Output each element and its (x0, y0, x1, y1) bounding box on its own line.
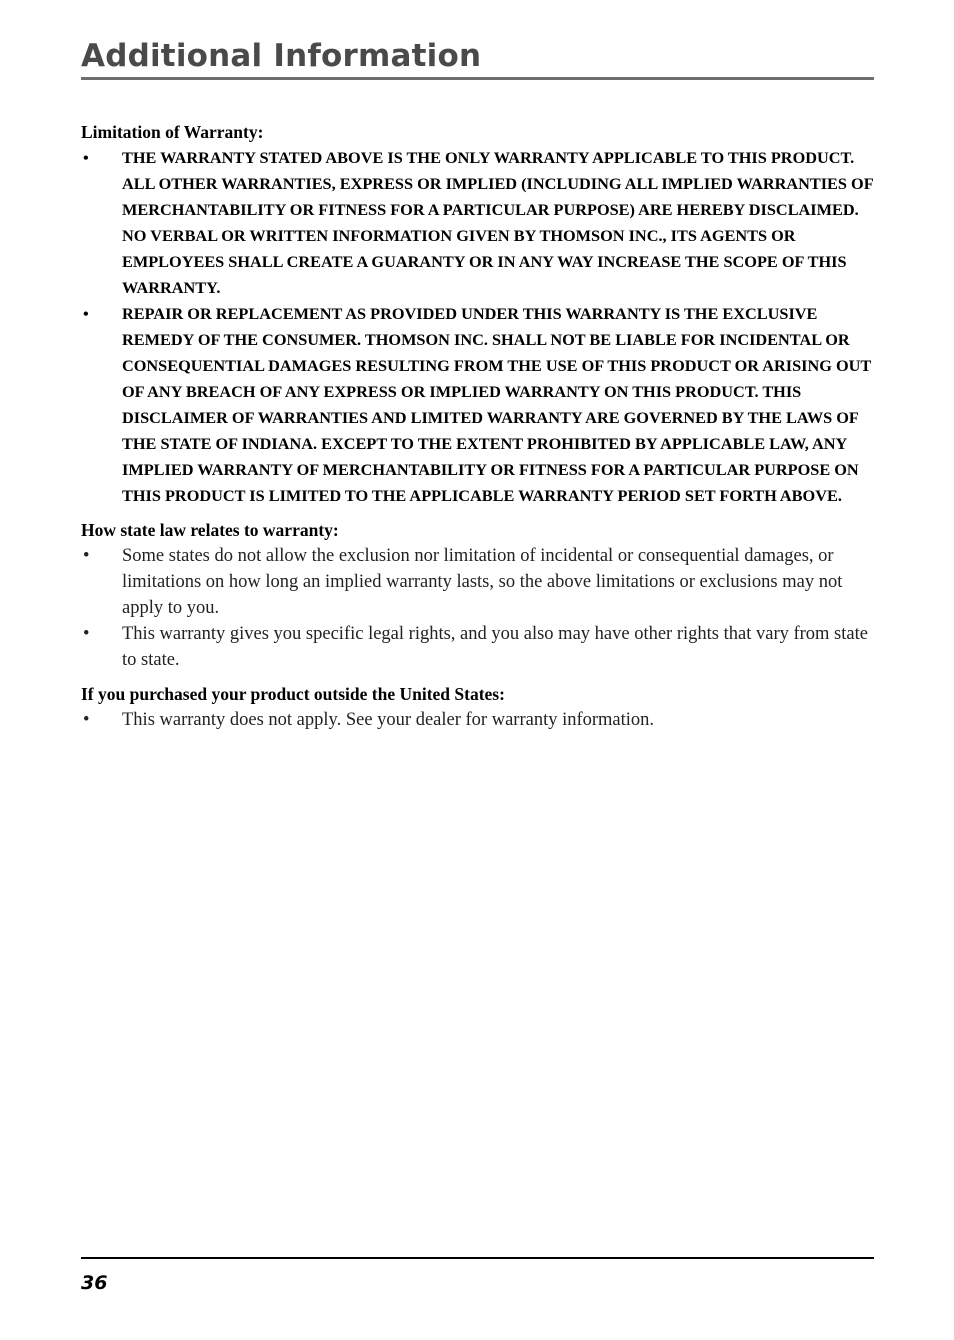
outside-us-list (81, 707, 874, 733)
page-header (81, 36, 874, 80)
outside-us-heading: If you purchased your product outside the United States: (81, 684, 505, 704)
list-item (81, 707, 874, 733)
bullet-icon: • (83, 624, 90, 644)
footer-divider (81, 1257, 874, 1259)
bullet-icon: • (83, 304, 89, 323)
bullet-icon: • (83, 710, 90, 730)
state-law-list (81, 543, 874, 673)
bullet-icon: • (83, 546, 90, 566)
page-footer (81, 1257, 874, 1295)
state-law-item-text: This warranty gives you specific legal rights, and you also may have other rights that vary from state to state. (122, 624, 868, 670)
outside-us-item-text: This warranty does not apply. See your dealer for warranty information. (122, 710, 655, 730)
list-item (81, 621, 874, 673)
state-law-item-text: Some states do not allow the exclusion nor limitation of incidental or consequential damages, or limitations on how long an implied warranty lasts, so the above limitations or exclusions may not apply to you. (122, 546, 843, 618)
limitation-item-text: REPAIR OR REPLACEMENT AS PROVIDED UNDER THIS WARRANTY IS THE EXCLUSIVE REMEDY OF THE CONSUMER. THOMSON INC. SHALL NOT BE LIABLE FOR INCIDENTAL OR CONSEQUENTIAL DAMAGES RESULTING FROM THE USE OF THIS PRODUCT OR ARISING OUT OF ANY BREACH OF ANY EXPRESS OR IMPLIED WARRANTY ON THIS PRODUCT. THIS DISCLAIMER OF WARRANTIES AND LIMITED WARRANTY ARE GOVERNED BY THE LAWS OF THE STATE OF INDIANA. EXCEPT TO THE EXTENT PROHIBITED BY APPLICABLE LAW, ANY IMPLIED WARRANTY OF MERCHANTABILITY OR FITNESS FOR A PARTICULAR PURPOSE ON THIS PRODUCT IS LIMITED TO THE APPLICABLE WARRANTY PERIOD SET FORTH ABOVE. (122, 304, 871, 505)
header-divider (81, 77, 874, 80)
warranty-content (81, 119, 874, 733)
page-title: Additional Information (81, 38, 482, 74)
limitation-item-text: THE WARRANTY STATED ABOVE IS THE ONLY WARRANTY APPLICABLE TO THIS PRODUCT. ALL OTHER WARRANTIES, EXPRESS OR IMPLIED (INCLUDING ALL IMPLIED WARRANTIES OF MERCHANTABILITY OR FITNESS FOR A PARTICULAR PURPOSE) ARE HEREBY DISCLAIMED. NO VERBAL OR WRITTEN INFORMATION GIVEN BY THOMSON INC., ITS AGENTS OR EMPLOYEES SHALL CREATE A GUARANTY OR IN ANY WAY INCREASE THE SCOPE OF THIS WARRANTY. (122, 148, 874, 297)
page-number: 36 (81, 1272, 108, 1294)
limitation-list (81, 145, 874, 509)
bullet-icon: • (83, 148, 89, 167)
list-item (81, 301, 874, 509)
list-item (81, 145, 874, 301)
list-item (81, 543, 874, 621)
state-law-heading: How state law relates to warranty: (81, 520, 339, 540)
limitation-heading: Limitation of Warranty: (81, 122, 264, 142)
